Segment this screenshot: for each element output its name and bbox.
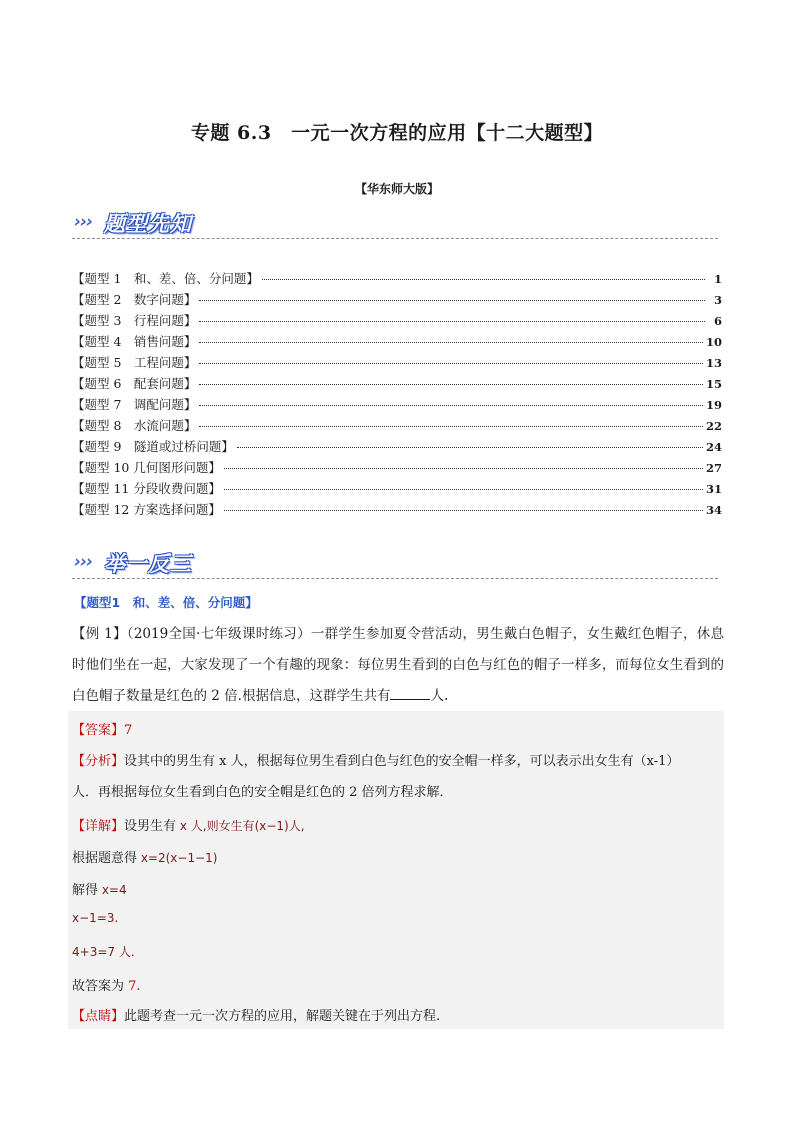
toc-item-6[interactable] [72, 374, 722, 395]
detail-text: 设男生有 [124, 819, 177, 834]
analysis-tag: 【分析】 [72, 754, 125, 769]
toc-item-10[interactable] [72, 458, 722, 479]
toc-item-label: 【题型 9 隧道或过桥问题】 [72, 439, 234, 454]
section-header-examples [72, 546, 722, 580]
toc-page-number: 22 [705, 419, 722, 433]
step-line-2 [72, 879, 127, 898]
toc-item-label: 【题型 11 分段收费问题】 [72, 481, 221, 496]
example-text-end: 人. [430, 688, 449, 704]
toc-item-11[interactable] [72, 479, 722, 500]
toc-page-number: 19 [705, 398, 722, 412]
example-text: 一群学生参加夏令营活动，男生戴白色帽子，女生戴红色帽子，休息时他们坐在一起，大家发现了一个有趣的现象：每位男生看到的白色与红色的帽子一样多，而每位女生看到的白色帽子数量是红色的 2 倍.根据信息，这群学生共有 [72, 626, 725, 704]
dot-leader [224, 510, 703, 511]
example-question [72, 619, 724, 712]
dot-leader [199, 384, 703, 385]
dot-leader [199, 363, 703, 364]
detail-text-vars: x 人,则女生有(x−1)人, [176, 819, 305, 833]
dashed-divider [72, 238, 718, 239]
edition-label: 【华东师大版】 [354, 182, 439, 196]
step-line-1 [72, 847, 217, 866]
dot-leader [224, 468, 703, 469]
solution-panel [68, 711, 724, 1029]
dot-leader [199, 300, 705, 301]
answer-blank [390, 687, 430, 700]
toc-page-number: 10 [705, 335, 722, 349]
comment-tag: 【点睛】 [72, 1009, 125, 1024]
toc-item-label: 【题型 4 销售问题】 [72, 334, 197, 349]
answer-tag: 【答案】 [72, 723, 125, 738]
toc-item-9[interactable] [72, 437, 722, 458]
toc-item-label: 【题型 5 工程问题】 [72, 355, 197, 370]
section-title-examples: 举一反三 [104, 551, 192, 576]
toc-item-1[interactable] [72, 269, 722, 290]
step-equation: x=2(x−1−1) [137, 851, 218, 865]
toc-item-4[interactable] [72, 332, 722, 353]
detail-line [72, 815, 305, 834]
toc-page-number: 24 [705, 440, 722, 454]
dot-leader [237, 447, 703, 448]
toc-item-label: 【题型 8 水流问题】 [72, 418, 197, 433]
comment-text: 此题考查一元一次方程的应用，解题关键在于列出方程. [124, 1009, 441, 1024]
toc-item-7[interactable] [72, 395, 722, 416]
comment-line [72, 1005, 440, 1024]
toc-item-8[interactable] [72, 416, 722, 437]
step-line-3: x−1=3. [72, 911, 119, 925]
dot-leader [199, 342, 703, 343]
example-label: 【例 1】 [72, 626, 127, 642]
step-label: 解得 [72, 883, 99, 898]
triple-arrow-icon: ››› [74, 212, 93, 232]
step-line-4: 4+3=7 人. [72, 945, 135, 959]
toc-item-3[interactable] [72, 311, 722, 332]
conclusion-label: 故答案为 [72, 979, 125, 994]
toc-item-label: 【题型 6 配套问题】 [72, 376, 197, 391]
toc-page-number: 34 [705, 503, 722, 517]
section-title-overview: 题型先知 [104, 211, 192, 236]
analysis-line [72, 750, 679, 769]
toc-item-label: 【题型 3 行程问题】 [72, 313, 197, 328]
page-title: 专题 6.3 一元一次方程的应用【十二大题型】 [190, 122, 604, 144]
dot-leader [199, 405, 703, 406]
toc-page-number: 6 [713, 314, 722, 328]
toc-item-label: 【题型 10 几何图形问题】 [72, 460, 221, 475]
triple-arrow-icon: ››› [74, 552, 93, 572]
dot-leader [199, 426, 703, 427]
toc-page-number: 13 [705, 356, 722, 370]
toc-item-12[interactable] [72, 500, 722, 521]
toc-item-2[interactable] [72, 290, 722, 311]
step-equation: x=4 [98, 883, 127, 897]
analysis-line-2: 人．再根据每位女生看到白色的安全帽是红色的 2 倍列方程求解． [72, 785, 453, 800]
dot-leader [224, 489, 703, 490]
conclusion-value: 7. [124, 979, 141, 994]
conclusion-line [72, 975, 141, 994]
toc-page-number: 1 [713, 272, 722, 286]
toc-page-number: 31 [705, 482, 722, 496]
toc-item-5[interactable] [72, 353, 722, 374]
toc-page-number: 15 [705, 377, 722, 391]
dashed-divider [72, 578, 718, 579]
dot-leader [199, 321, 705, 322]
question-type-heading: 【题型1 和、差、倍、分问题】 [74, 595, 258, 610]
detail-tag: 【详解】 [72, 819, 125, 834]
answer-line [72, 719, 132, 738]
toc-page-number: 3 [713, 293, 722, 307]
analysis-text: 设其中的男生有 x 人，根据每位男生看到白色与红色的安全帽一样多，可以表示出女生有（x-1） [124, 754, 680, 769]
example-source: （2019全国·七年级课时练习） [126, 626, 311, 642]
toc-item-label: 【题型 12 方案选择问题】 [72, 502, 221, 517]
dot-leader [262, 279, 705, 280]
step-label: 根据题意得 [72, 851, 138, 866]
answer-value: 7 [124, 723, 133, 738]
section-header-overview [72, 206, 722, 240]
toc-item-label: 【题型 2 数字问题】 [72, 292, 197, 307]
toc-item-label: 【题型 1 和、差、倍、分问题】 [72, 271, 259, 286]
toc-item-label: 【题型 7 调配问题】 [72, 397, 197, 412]
toc-page-number: 27 [705, 461, 722, 475]
table-of-contents [72, 269, 722, 521]
